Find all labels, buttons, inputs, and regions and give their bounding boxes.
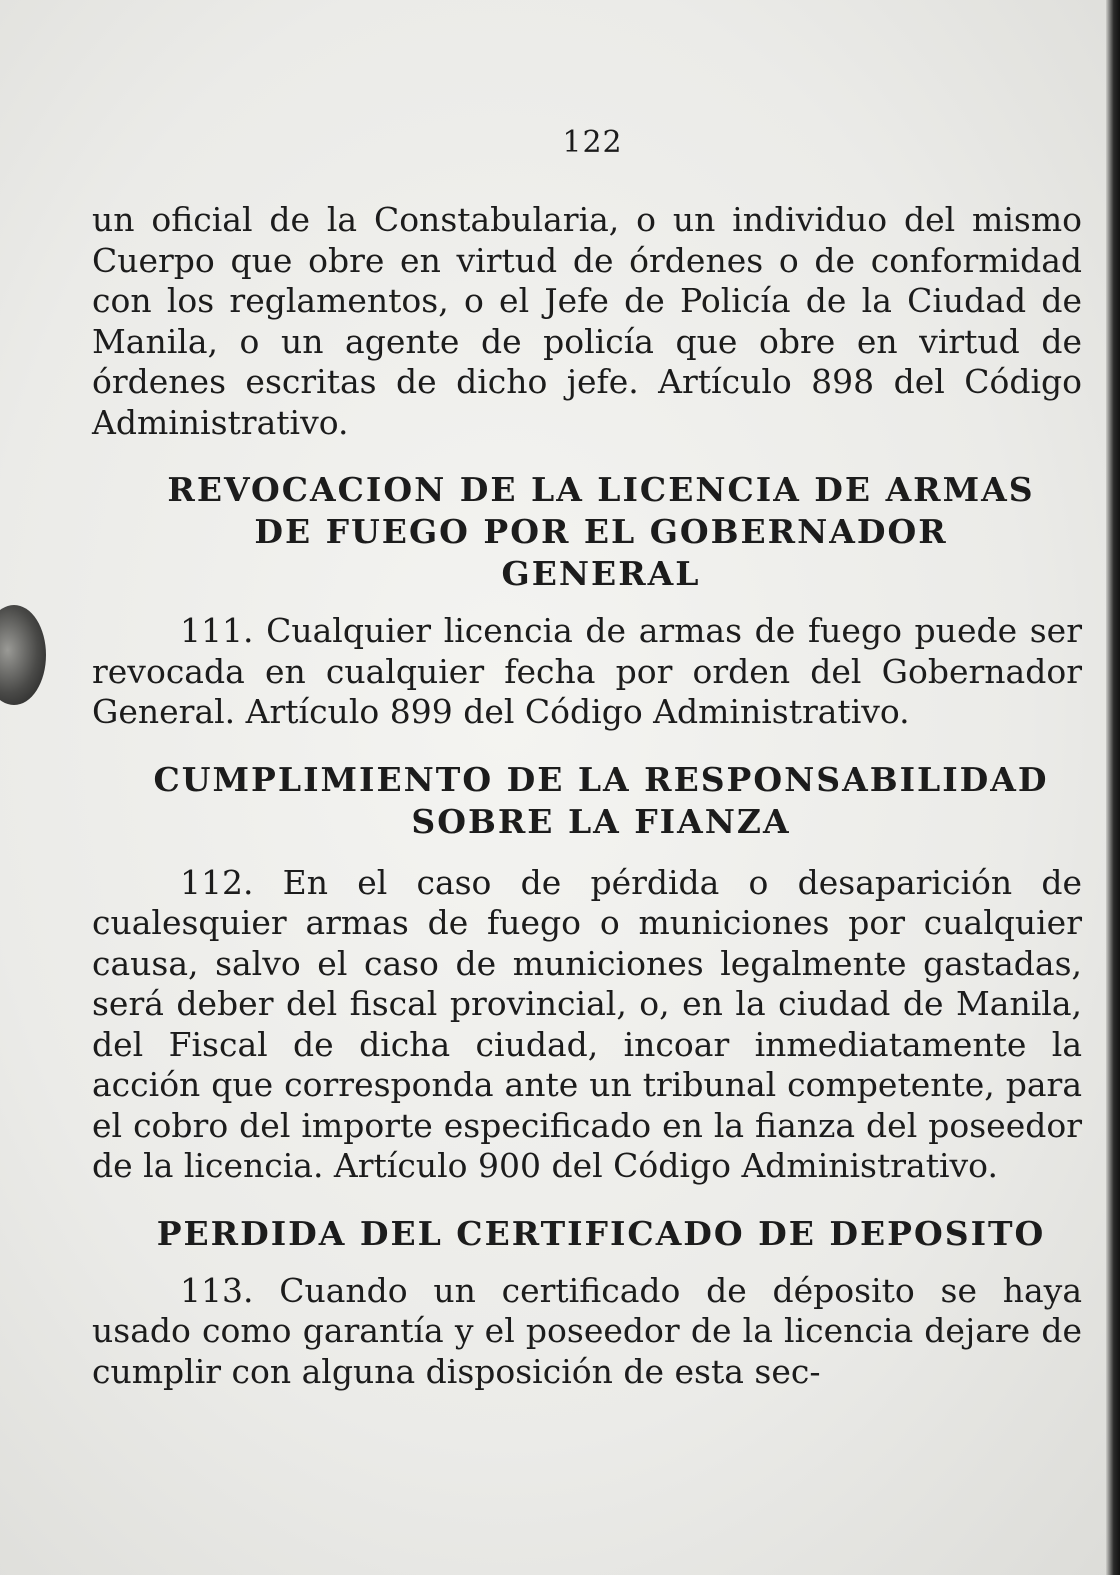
paragraph-continuation: un oficial de la Constabularia, o un individuo del mismo Cuerpo que obre en virtud de órdenes o de conformidad con los reglamentos, o el Jefe de Policía de la Ciudad de Manila, o un agente de policía que obre en virtud de órdenes escritas de dicho jefe. Artículo 898 del Código Administrativo. xyxy=(92,200,1082,442)
page-edge xyxy=(1106,0,1120,1575)
section-heading-cumplimiento: CUMPLIMIENTO DE LA RESPONSABILIDAD SOBRE LA FIANZA xyxy=(153,759,1049,841)
section-heading-perdida: PERDIDA DEL CERTIFICADO DE DEPOSITO xyxy=(156,1213,1046,1253)
paragraph-113: 113. Cuando un certificado de déposito se haya usado como garantía y el poseedor de la licencia dejare de cumplir con alguna disposición de esta sec- xyxy=(92,1270,1082,1391)
section-heading-revocacion: REVOCACION DE LA LICENCIA DE ARMAS DE FUEGO POR EL GOBERNADOR GENERAL xyxy=(167,470,1035,593)
paragraph-111: 111. Cualquier licencia de armas de fuego puede ser revocada en cualquier fecha por orden del Gobernador General. Artículo 899 del Código Administrativo. xyxy=(92,611,1082,731)
thumb-shadow xyxy=(0,605,46,705)
body-text xyxy=(92,200,1082,1392)
page-number: 122 xyxy=(562,125,623,160)
paragraph-112: 112. En el caso de pérdida o desaparición de cualesquier armas de fuego o municiones por cualquier causa, salvo el caso de municiones legalmente gastadas, será deber del fiscal provincial, o, en la ciudad de Manila, del Fiscal de dicha ciudad, incoar inmediatamente la acción que corresponda ante un tribunal competente, para el cobro del importe especificado en la fianza del poseedor de la licencia. Artículo 900 del Código Administrativo. xyxy=(92,862,1082,1185)
